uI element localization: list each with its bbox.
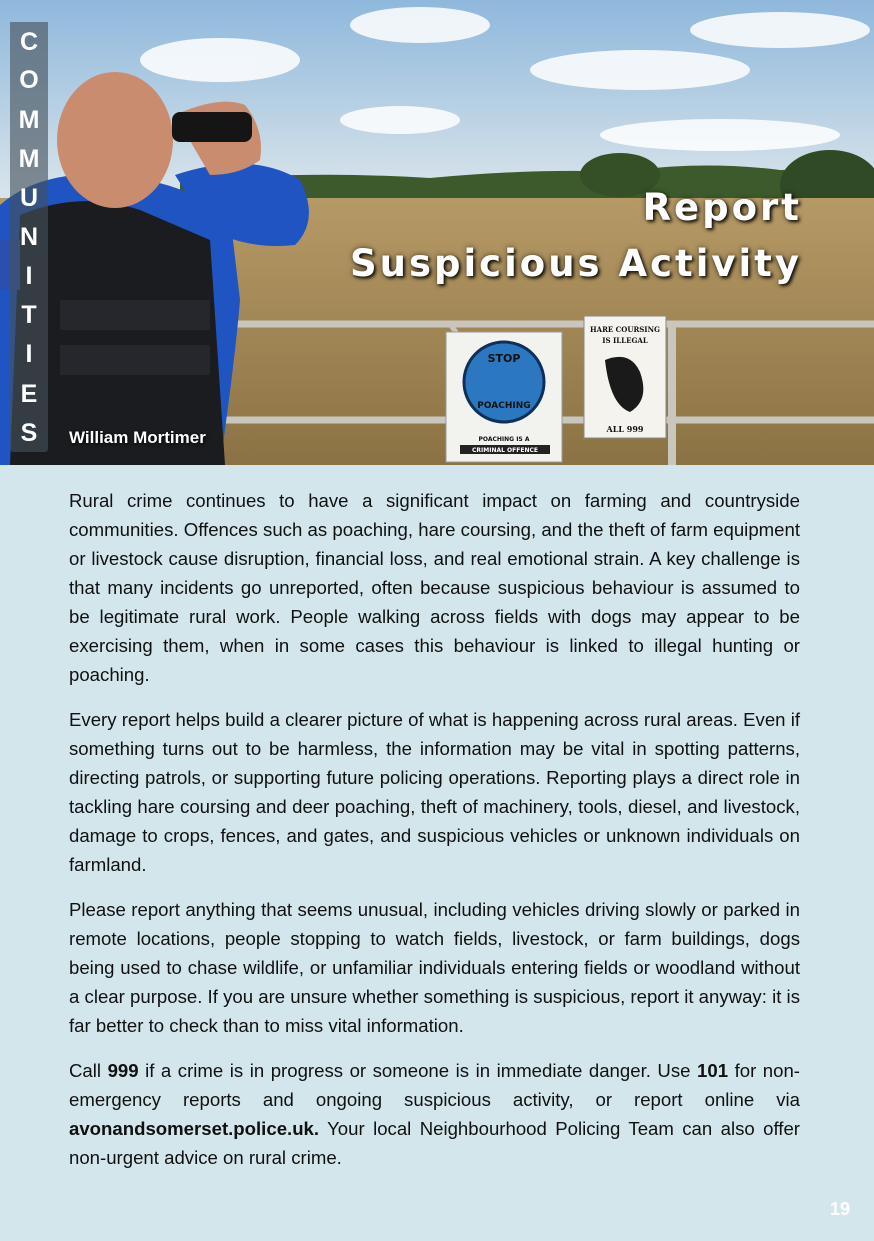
paragraph: Every report helps build a clearer picture of what is happening across rural areas. Even if something turns out to be harmless, the information may be vital in spotting patterns, directing patrols, or supporting future policing operations. Reporting plays a direct role in tackling hare coursing and deer poaching, theft of machinery, tools, diesel, and livestock, damage to crops, fences, and gates, and suspicious vehicles or unknown individuals on farmland. (69, 709, 800, 875)
hero-photo (0, 0, 874, 465)
non-emergency-number: 101 (697, 1060, 729, 1081)
text-run: Your local Neighbourhood Policing Team can also offer non-urgent advice on rural crime. (69, 1118, 800, 1168)
side-letter: U (19, 184, 39, 212)
sign-caption-1: POACHING IS A (478, 436, 530, 443)
page-title-line2: Suspicious Activity (349, 242, 802, 285)
page-title-line1: Report (642, 186, 802, 229)
side-letter: T (21, 301, 37, 329)
page-number: 19 (829, 1199, 850, 1219)
photo-credit: William Mortimer (69, 428, 206, 447)
sign-stop-text: STOP (487, 352, 521, 365)
text-run: if a crime is in progress or someone is in immediate danger. Use (138, 1060, 698, 1081)
side-letter: O (19, 66, 39, 94)
sign-caption-2: CRIMINAL OFFENCE (472, 447, 538, 454)
side-letter: C (19, 28, 39, 56)
side-letter: M (18, 106, 40, 134)
binoculars (172, 112, 252, 142)
sign-hare-line2: IS ILLEGAL (602, 336, 648, 345)
contact-paragraph (69, 1056, 800, 1172)
text-run: Call (69, 1060, 108, 1081)
text-run: for non-emergency reports and ongoing suspicious activity, or report online via (69, 1060, 801, 1110)
side-letter: N (19, 223, 39, 251)
side-letter: I (25, 262, 33, 290)
emergency-number: 999 (107, 1060, 139, 1081)
paragraph: Please report anything that seems unusual, including vehicles driving slowly or parked in remote locations, people stopping to watch fields, livestock, or farm buildings, dogs being used to chase wildlife, or unfamiliar individuals entering fields or woodland without a clear purpose. If you are unsure whether something is suspicious, report it anyway: it is far better to check than to miss vital information. (69, 899, 800, 1036)
rural-scene-image (0, 0, 874, 465)
sign-poaching-text: POACHING (477, 401, 531, 411)
sign-hare-line1: HARE COURSING (590, 325, 660, 334)
side-letter: I (25, 340, 33, 368)
side-letter: S (20, 419, 38, 447)
police-website: avonandsomerset.police.uk. (69, 1118, 320, 1139)
paragraph: Rural crime continues to have a significant impact on farming and countryside communities. Offences such as poaching, hare coursing, and the theft of farm equipment or livestock cause disruption, financial loss, and real emotional strain. A key challenge is that many incidents go unreported, often because suspicious behaviour is assumed to be legitimate rural work. People walking across fields with dogs may appear to be exercising them, when in some cases this behaviour is linked to illegal hunting or poaching. (69, 490, 800, 685)
sign-hare-line3: ALL 999 (606, 424, 644, 434)
side-letter: E (20, 380, 38, 408)
article-body (69, 486, 800, 1188)
side-letter: M (18, 145, 40, 173)
